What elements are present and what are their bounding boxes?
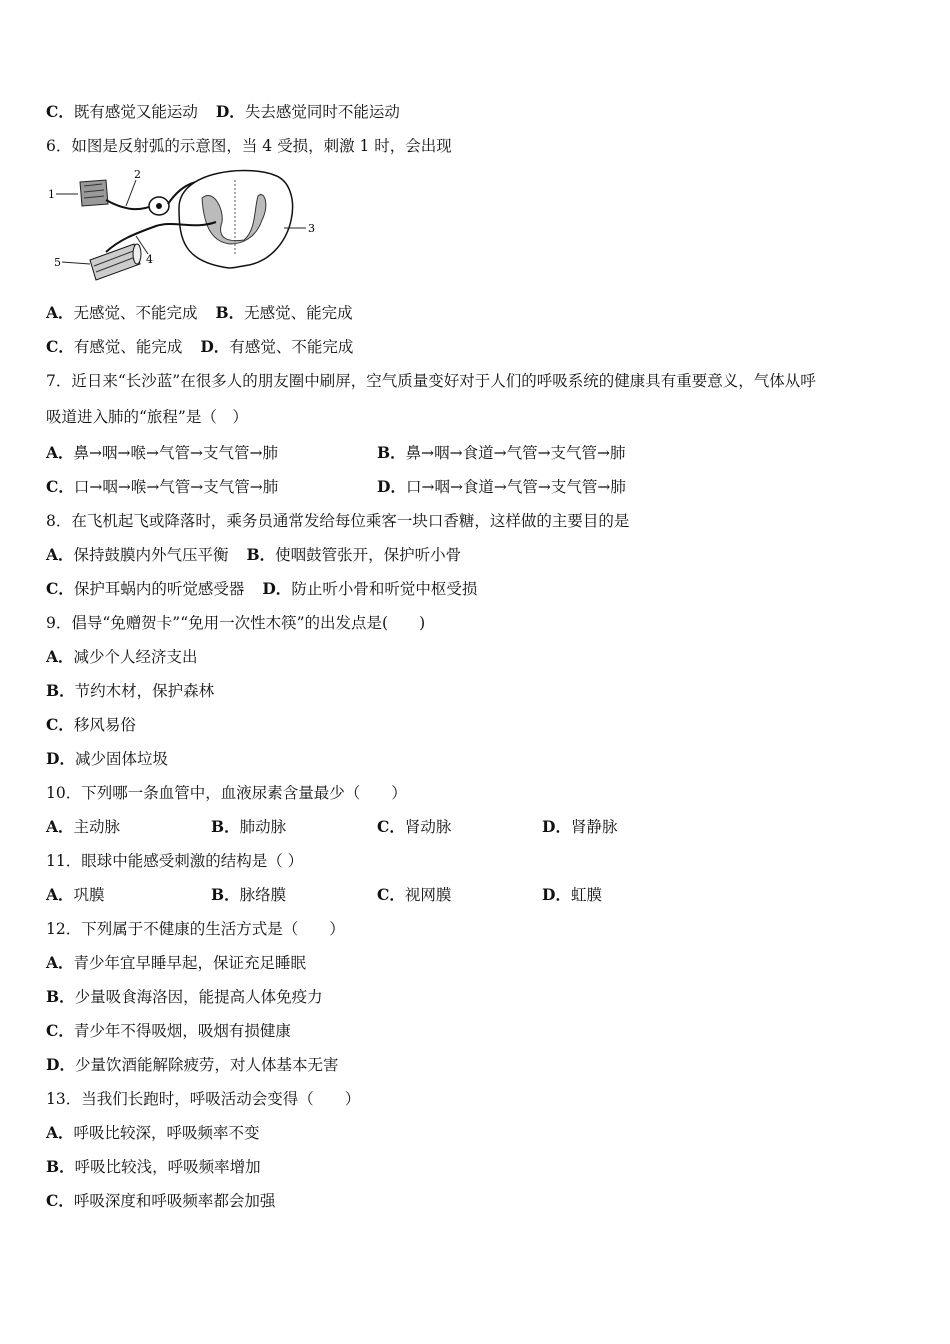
figure-label-3: 3	[308, 222, 315, 235]
q11-option-b[interactable]: B．脉络膜	[211, 885, 287, 904]
q8-options-cd: C．保护耳蜗内的听觉感受器 D．防止听小骨和听觉中枢受损	[46, 579, 478, 598]
q7-option-b[interactable]: B．鼻→咽→食道→气管→支气管→肺	[377, 443, 626, 462]
q11-option-c[interactable]: C．视网膜	[377, 885, 452, 904]
q6-option-b[interactable]: 无感觉、能完成	[244, 304, 353, 322]
q10-option-a[interactable]: A．主动脉	[46, 817, 121, 836]
q6-option-d[interactable]: 有感觉、不能完成	[229, 338, 354, 356]
q13-option-a[interactable]: A．呼吸比较深，呼吸频率不变	[46, 1123, 260, 1142]
q8-option-d[interactable]: 防止听小骨和听觉中枢受损	[291, 580, 478, 598]
q11-option-a[interactable]: A．巩膜	[46, 885, 105, 904]
q8-stem: 8．在飞机起飞或降落时，乘务员通常发给每位乘客一块口香糖，这样做的主要目的是	[46, 512, 630, 530]
q5-options-cd: C．既有感觉又能运动 D．失去感觉同时不能运动	[46, 102, 400, 121]
q7-option-c[interactable]: C．口→咽→喉→气管→支气管→肺	[46, 477, 279, 496]
q12-option-a[interactable]: A．青少年宜早睡早起，保证充足睡眠	[46, 953, 307, 972]
effector-muscle	[90, 244, 141, 280]
q11-option-d[interactable]: D．虹膜	[542, 885, 602, 904]
q8-option-a[interactable]: 保持鼓膜内外气压平衡	[73, 546, 229, 564]
q10-option-b[interactable]: B．肺动脉	[211, 817, 287, 836]
reflex-arc-figure	[44, 160, 334, 292]
q9-option-b[interactable]: B．节约木材，保护森林	[46, 681, 215, 700]
q8-option-b[interactable]: 使咽鼓管张开，保护听小骨	[275, 546, 462, 564]
q9-stem: 9．倡导“免赠贺卡”“免用一次性木筷”的出发点是( )	[46, 614, 426, 632]
q7-stem-line2: 吸道进入肺的“旅程”是（ ）	[46, 408, 248, 426]
q8-option-c[interactable]: 保护耳蜗内的听觉感受器	[73, 580, 245, 598]
q13-stem: 13．当我们长跑时，呼吸活动会变得（ ）	[46, 1090, 361, 1108]
q6-option-a[interactable]: 无感觉、不能完成	[73, 304, 198, 322]
q10-option-c[interactable]: C．肾动脉	[377, 817, 452, 836]
q7-stem-line1: 7．近日来“长沙蓝”在很多人的朋友圈中刷屏，空气质量变好对于人们的呼吸系统的健康具有重要意义，气体从呼	[46, 372, 816, 390]
q12-stem: 12．下列属于不健康的生活方式是（ ）	[46, 920, 345, 938]
q7-option-a[interactable]: A．鼻→咽→喉→气管→支气管→肺	[46, 443, 278, 462]
q7-option-d[interactable]: D．口→咽→食道→气管→支气管→肺	[377, 477, 626, 496]
q13-option-c[interactable]: C．呼吸深度和呼吸频率都会加强	[46, 1191, 276, 1210]
q9-option-c[interactable]: C．移风易俗	[46, 715, 136, 734]
q10-option-d[interactable]: D．肾静脉	[542, 817, 618, 836]
q13-option-b[interactable]: B．呼吸比较浅，呼吸频率增加	[46, 1157, 261, 1176]
q6-options-ab: A．无感觉、不能完成 B．无感觉、能完成	[46, 303, 353, 322]
figure-label-4: 4	[146, 253, 153, 266]
figure-label-2: 2	[134, 168, 141, 181]
q5-option-d[interactable]: 失去感觉同时不能运动	[244, 103, 400, 121]
q12-option-b[interactable]: B．少量吸食海洛因，能提高人体免疫力	[46, 987, 323, 1006]
figure-label-1: 1	[48, 188, 55, 201]
q9-option-d[interactable]: D．减少固体垃圾	[46, 749, 168, 768]
q6-options-cd: C．有感觉、能完成 D．有感觉、不能完成	[46, 337, 354, 356]
q10-stem: 10．下列哪一条血管中，血液尿素含量最少（ ）	[46, 784, 407, 802]
figure-label-5: 5	[54, 256, 61, 269]
q9-option-a[interactable]: A．减少个人经济支出	[46, 647, 198, 666]
q12-option-c[interactable]: C．青少年不得吸烟，吸烟有损健康	[46, 1021, 291, 1040]
q12-option-d[interactable]: D．少量饮酒能解除疲劳，对人体基本无害	[46, 1055, 339, 1074]
q8-options-ab: A．保持鼓膜内外气压平衡 B．使咽鼓管张开，保护听小骨	[46, 545, 462, 564]
q11-stem: 11．眼球中能感受刺激的结构是（ ）	[46, 852, 304, 870]
spinal-cord	[179, 171, 293, 268]
q6-option-c[interactable]: 有感觉、能完成	[73, 338, 183, 356]
q6-stem: 6．如图是反射弧的示意图，当 4 受损，刺激 1 时，会出现	[46, 137, 452, 155]
receptor-skin	[80, 180, 108, 206]
q5-option-c[interactable]: 既有感觉又能运动	[73, 103, 198, 121]
